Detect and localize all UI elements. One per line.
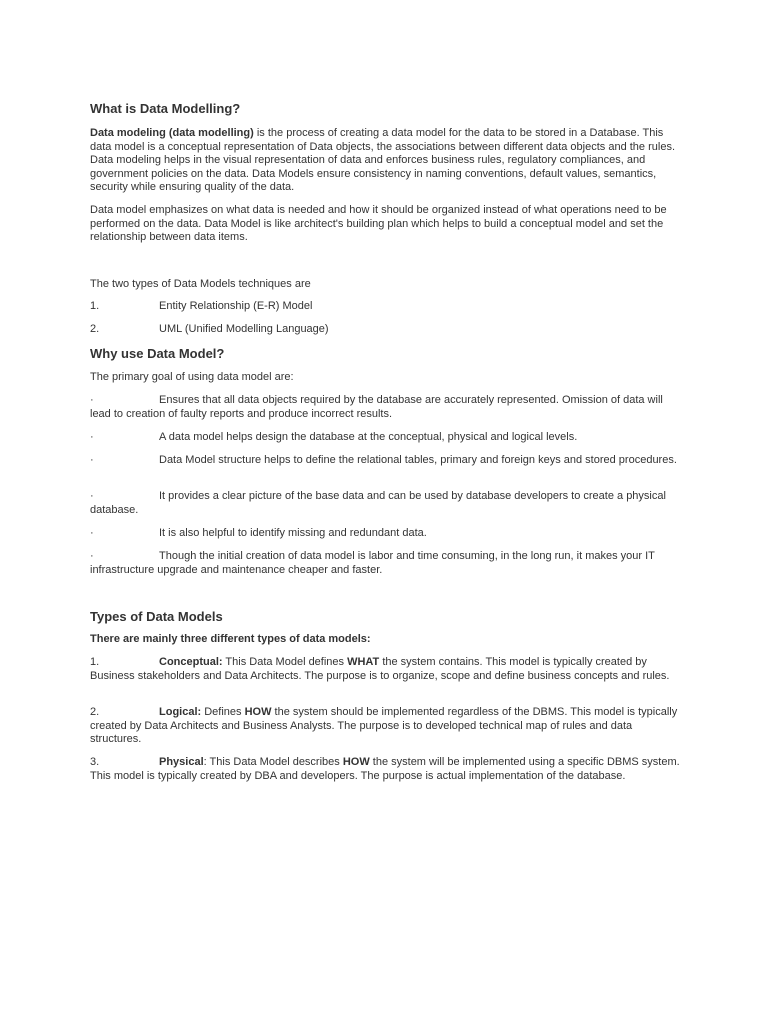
model-type-item xyxy=(90,756,680,783)
list-item xyxy=(90,323,329,337)
bullet-item xyxy=(90,550,680,577)
bullet-text: It provides a clear picture of the base data and can be used by database developers to create a physical database. xyxy=(90,490,666,516)
model-term: Physical xyxy=(159,756,204,768)
subheading-text: There are mainly three different types of data models: xyxy=(90,633,371,645)
bullet-item xyxy=(90,527,680,541)
model-text: This Data Model defines xyxy=(222,656,348,668)
model-term: Conceptual: xyxy=(159,656,223,668)
model-keyword: HOW xyxy=(244,706,272,718)
model-type-item xyxy=(90,656,680,683)
list-number: 2. xyxy=(90,323,100,335)
model-term: Logical: xyxy=(159,706,202,718)
bullet-text: Though the initial creation of data model is labor and time consuming, in the long run, it makes your IT infrastructure upgrade and maintenance cheaper and faster. xyxy=(90,550,655,576)
bullet-dot: · xyxy=(90,394,94,406)
model-text: : This Data Model describes xyxy=(203,756,343,768)
list-text: UML (Unified Modelling Language) xyxy=(159,323,329,335)
bullet-text: Ensures that all data objects required by the database are accurately represented. Omission of data will lead to creation of faulty reports and produce incorrect results. xyxy=(90,394,663,420)
model-type-item xyxy=(90,706,680,747)
bullet-text: A data model helps design the database at the conceptual, physical and logical levels. xyxy=(159,431,578,443)
bullet-dot: · xyxy=(90,527,94,539)
model-keyword: WHAT xyxy=(347,656,380,668)
heading-types-of-data-models: Types of Data Models xyxy=(90,609,223,624)
bullet-item xyxy=(90,490,680,517)
model-text: the system contains. This model is typically created by Business stakeholders and Data Architects. The purpose is to organize, scope and define business concepts and rules. xyxy=(90,656,670,682)
paragraph-definition xyxy=(90,127,680,195)
list-text: Entity Relationship (E-R) Model xyxy=(159,300,313,312)
paragraph-primary-goal: The primary goal of using data model are: xyxy=(90,371,294,383)
model-text: the system should be implemented regardless of the DBMS. This model is typically created by Data Architects and Business Analysts. The purpose is to developed technical map of rules and data structures. xyxy=(90,706,678,745)
heading-why-use-data-model: Why use Data Model? xyxy=(90,346,225,361)
list-number: 3. xyxy=(90,756,100,768)
bullet-dot: · xyxy=(90,431,94,443)
paragraph-emphasis: Data model emphasizes on what data is needed and how it should be organized instead of what operations need to be performed on the data. Data Model is like architect's building plan which helps to build a conceptual model and set the relationship between data items. xyxy=(90,204,667,243)
list-number: 2. xyxy=(90,706,100,718)
bullet-item xyxy=(90,394,680,421)
bullet-dot: · xyxy=(90,550,94,562)
definition-term: Data modeling (data modelling) xyxy=(90,127,254,139)
list-number: 1. xyxy=(90,656,100,668)
bullet-dot: · xyxy=(90,454,94,466)
definition-text: is the process of creating a data model for the data to be stored in a Database. This data model is a conceptual representation of Data objects, the associations between different data objects and the rules. Data modeling helps in the visual representation of data and enforces business rules, regulatory compliances, and government policies on the data. Data Models ensure consistency in naming conventions, default values, semantics, security while ensuring quality of the data. xyxy=(90,127,675,193)
bullet-text: Data Model structure helps to define the relational tables, primary and foreign keys and stored procedures. xyxy=(159,454,677,466)
heading-what-is-data-modelling: What is Data Modelling? xyxy=(90,101,241,116)
subheading-three-types xyxy=(90,633,371,647)
paragraph-two-types: The two types of Data Models techniques are xyxy=(90,278,311,290)
bullet-text: It is also helpful to identify missing and redundant data. xyxy=(159,527,427,539)
list-number: 1. xyxy=(90,300,100,312)
model-keyword: HOW xyxy=(342,756,370,768)
list-item xyxy=(90,300,312,314)
model-text: Defines xyxy=(201,706,245,718)
bullet-dot: · xyxy=(90,490,94,502)
bullet-item xyxy=(90,431,680,445)
bullet-item xyxy=(90,454,680,468)
model-text: the system will be implemented using a specific DBMS system. This model is typically created by DBA and developers. The purpose is actual implementation of the database. xyxy=(90,756,680,782)
